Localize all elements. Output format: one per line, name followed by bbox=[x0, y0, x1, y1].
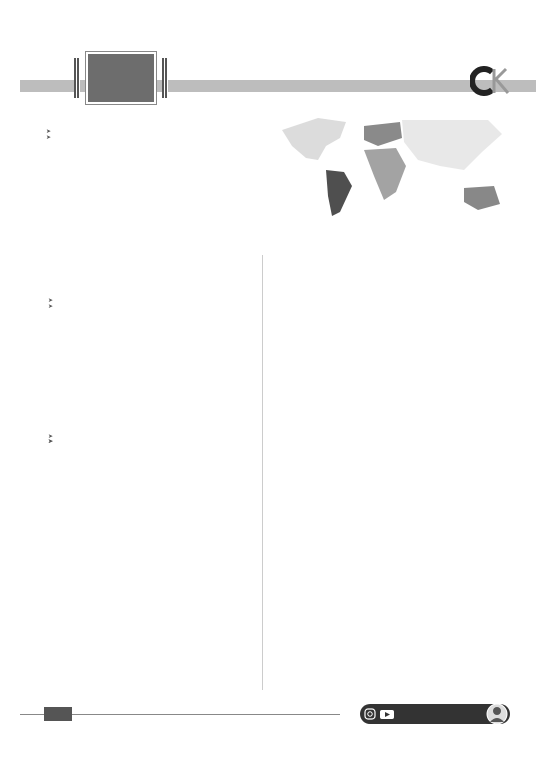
map-europe bbox=[364, 122, 402, 146]
world-map bbox=[268, 112, 522, 222]
column-divider bbox=[262, 255, 263, 690]
map-asia bbox=[402, 120, 502, 170]
map-oceania bbox=[464, 186, 500, 210]
ck-logo-icon bbox=[470, 66, 510, 96]
instagram-icon bbox=[365, 709, 375, 719]
author-avatar bbox=[486, 703, 508, 725]
page-number bbox=[44, 707, 72, 721]
map-north-america bbox=[282, 118, 346, 160]
social-icons bbox=[364, 708, 398, 720]
header-stripes-left bbox=[74, 58, 80, 98]
chapter-tab bbox=[86, 52, 156, 104]
watermark bbox=[145, 326, 195, 360]
watermark-line-1 bbox=[145, 326, 195, 360]
header-stripes-right bbox=[162, 58, 168, 98]
map-south-america bbox=[326, 170, 352, 216]
map-africa bbox=[364, 148, 406, 200]
population-pyramid-chart bbox=[52, 518, 256, 658]
